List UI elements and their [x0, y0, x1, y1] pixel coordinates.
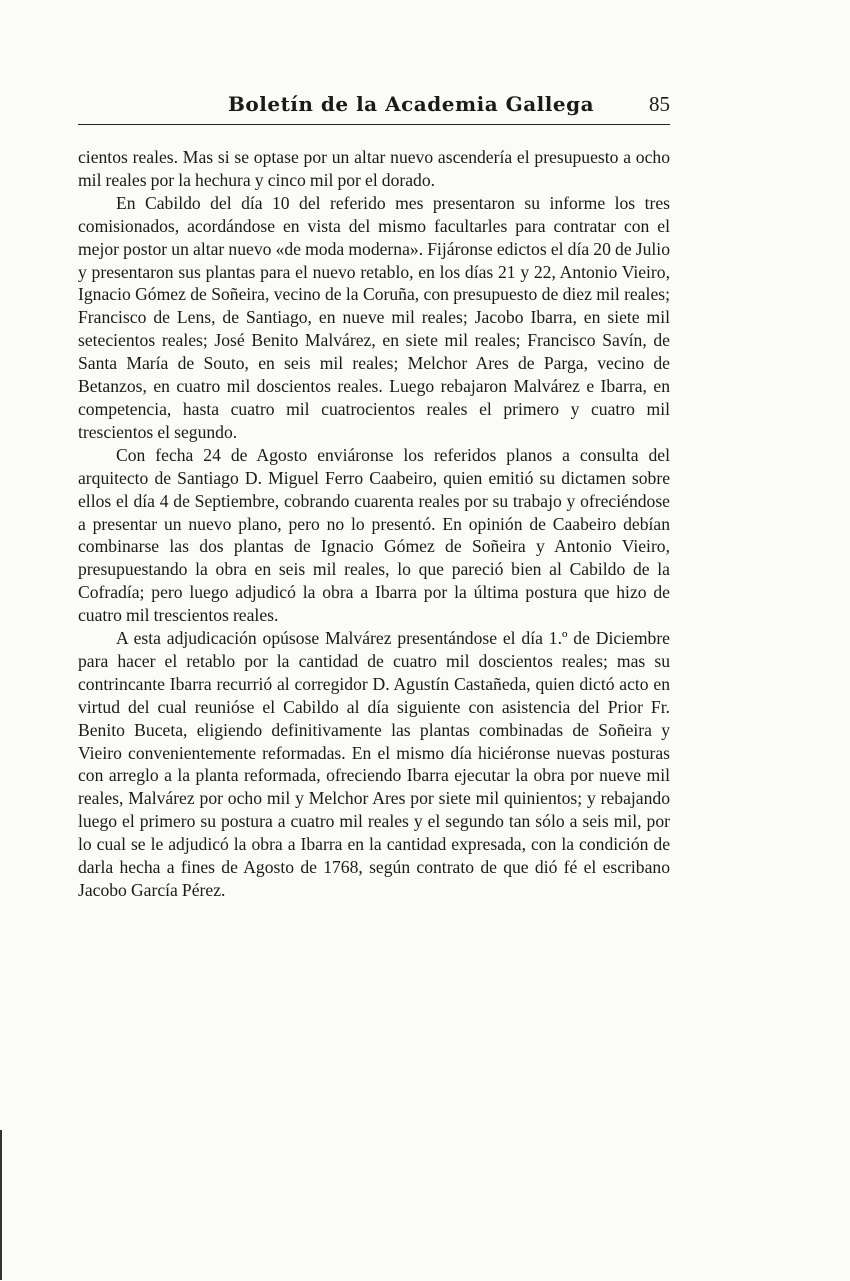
page-header	[78, 90, 670, 124]
paragraph-4: A esta adjudicación opúsose Malvárez presentándose el día 1.º de Diciembre para hacer el retablo por la cantidad de cuatro mil doscientos reales; mas su contrincante Ibarra recurrió al corregidor D. Agustín Castañeda, quien dictó acto en virtud del cual reunióse el Cabildo al día siguiente con asistencia del Prior Fr. Benito Buceta, eligiendo definitivamente las plantas combinadas de Soñeira y Vieiro convenientemente reformadas. En el mismo día hiciéronse nuevas posturas con arreglo a la planta reformada, ofreciendo Ibarra ejecutar la obra por nueve mil reales, Malvárez por ocho mil y Melchor Ares por siete mil quinientos; y rebajando luego el primero su postura a cuatro mil reales y el segundo tan sólo a seis mil, por lo cual se le adjudicó la obra a Ibarra en la cantidad expresada, con la condición de darla hecha a fines de Agosto de 1768, según contrato de que dió fé el escribano Jacobo García Pérez.	[78, 628, 670, 900]
scan-edge-line	[0, 1130, 2, 1280]
running-title: Boletín de la Academia Gallega	[228, 92, 595, 116]
paragraph-1: cientos reales. Mas si se optase por un altar nuevo ascendería el presupuesto a ocho mil reales por la hechura y cinco mil por el dorado.	[78, 147, 670, 190]
paragraph-3: Con fecha 24 de Agosto enviáronse los referidos planos a consulta del arquitecto de Santiago D. Miguel Ferro Caabeiro, quien emitió su dictamen sobre ellos el día 4 de Septiembre, cobrando cuarenta reales por su trabajo y ofreciéndose a presentar un nuevo plano, pero no lo presentó. En opinión de Caabeiro debían combinarse las dos plantas de Ignacio Gómez de Soñeira y Antonio Vieiro, presupuestando la obra en seis mil reales, lo que pareció bien al Cabildo de la Cofradía; pero luego adjudicó la obra a Ibarra por la última postura que hizo de cuatro mil trescientos reales.	[78, 444, 670, 626]
page-number: 85	[649, 92, 670, 116]
header-rule	[78, 124, 670, 125]
body-text	[78, 146, 670, 902]
paragraph-2: En Cabildo del día 10 del referido mes presentaron su informe los tres comisionados, acordándose en vista del mismo facultarles para contratar con el mejor postor un altar nuevo «de moda moderna». Fijáronse edictos el día 20 de Julio y presentaron sus plantas para el nuevo retablo, en los días 21 y 22, Antonio Vieiro, Ignacio Gómez de Soñeira, vecino de la Coruña, con presupuesto de diez mil reales; Francisco de Lens, de Santiago, en nueve mil reales; Jacobo Ibarra, en siete mil setecientos reales; José Benito Malvárez, en siete mil reales; Francisco Savín, de Santa María de Souto, en seis mil reales; Melchor Ares de Parga, vecino de Betanzos, en cuatro mil doscientos reales. Luego rebajaron Malvárez e Ibarra, en competencia, hasta cuatro mil cuatrocientos reales el primero y cuatro mil trescientos el segundo.	[78, 192, 670, 442]
